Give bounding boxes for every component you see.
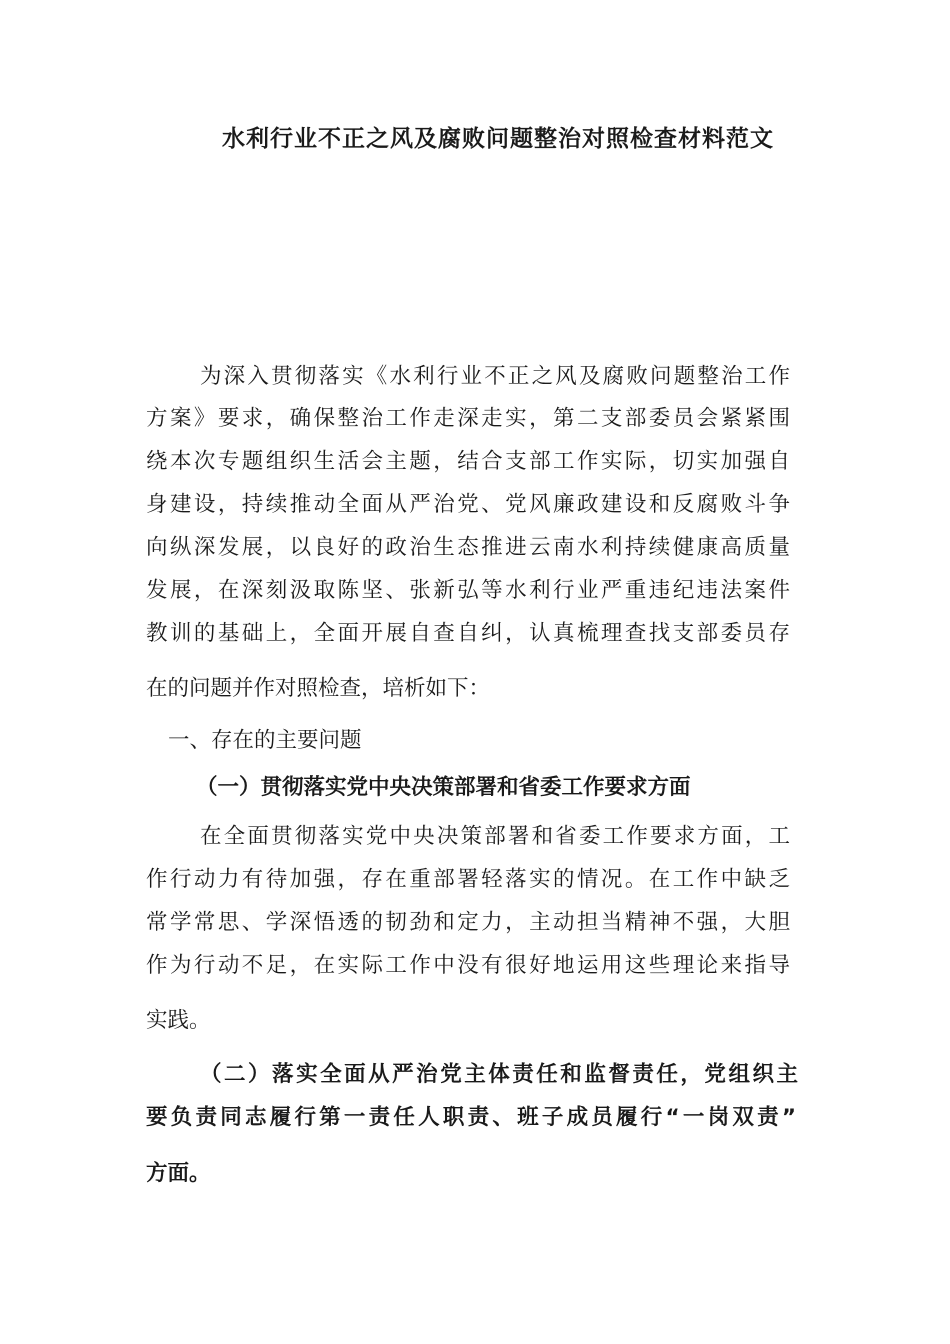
sub1-line-1: 在全面贯彻落实党中央决策部署和省委工作要求方面，工 [200,824,790,849]
sub1-line-5: 实践。 [146,1008,211,1033]
intro-line-7: 教训的基础上，全面开展自查自纠，认真梳理查找支部委员存 [146,621,790,646]
subsection-heading-1: （一）贯彻落实党中央决策部署和省委工作要求方面 [196,775,691,800]
subsection-heading-2-line-1: （二）落实全面从严治党主体责任和监督责任，党组织主 [200,1062,798,1087]
intro-line-3: 绕本次专题组织生活会主题，结合支部工作实际，切实加强自 [146,449,790,474]
section-heading-1: 一、存在的主要问题 [168,728,362,753]
sub1-line-3: 常学常思、学深悟透的韧劲和定力，主动担当精神不强，大胆 [146,910,790,935]
intro-line-8: 在的问题并作对照检查，培析如下： [146,676,491,701]
document-title: 水利行业不正之风及腐败问题整治对照检查材料范文 [222,126,774,152]
intro-line-4: 身建设，持续推动全面从严治党、党风廉政建设和反腐败斗争 [146,492,790,517]
intro-line-6: 发展，在深刻汲取陈坚、张新弘等水利行业严重违纪违法案件 [146,578,790,603]
subsection-heading-2-line-2: 要负责同志履行第一责任人职责、班子成员履行“一岗双责” [146,1105,796,1130]
intro-line-2: 方案》要求，确保整治工作走深走实，第二支部委员会紧紧围 [146,406,790,431]
sub1-line-4: 作为行动不足，在实际工作中没有很好地运用这些理论来指导 [146,953,790,978]
subsection-heading-2-line-3: 方面。 [146,1161,211,1186]
sub1-line-2: 作行动力有待加强，存在重部署轻落实的情况。在工作中缺乏 [146,867,790,892]
intro-line-1: 为深入贯彻落实《水利行业不正之风及腐败问题整治工作 [200,364,790,389]
intro-line-5: 向纵深发展，以良好的政治生态推进云南水利持续健康高质量 [146,535,790,560]
